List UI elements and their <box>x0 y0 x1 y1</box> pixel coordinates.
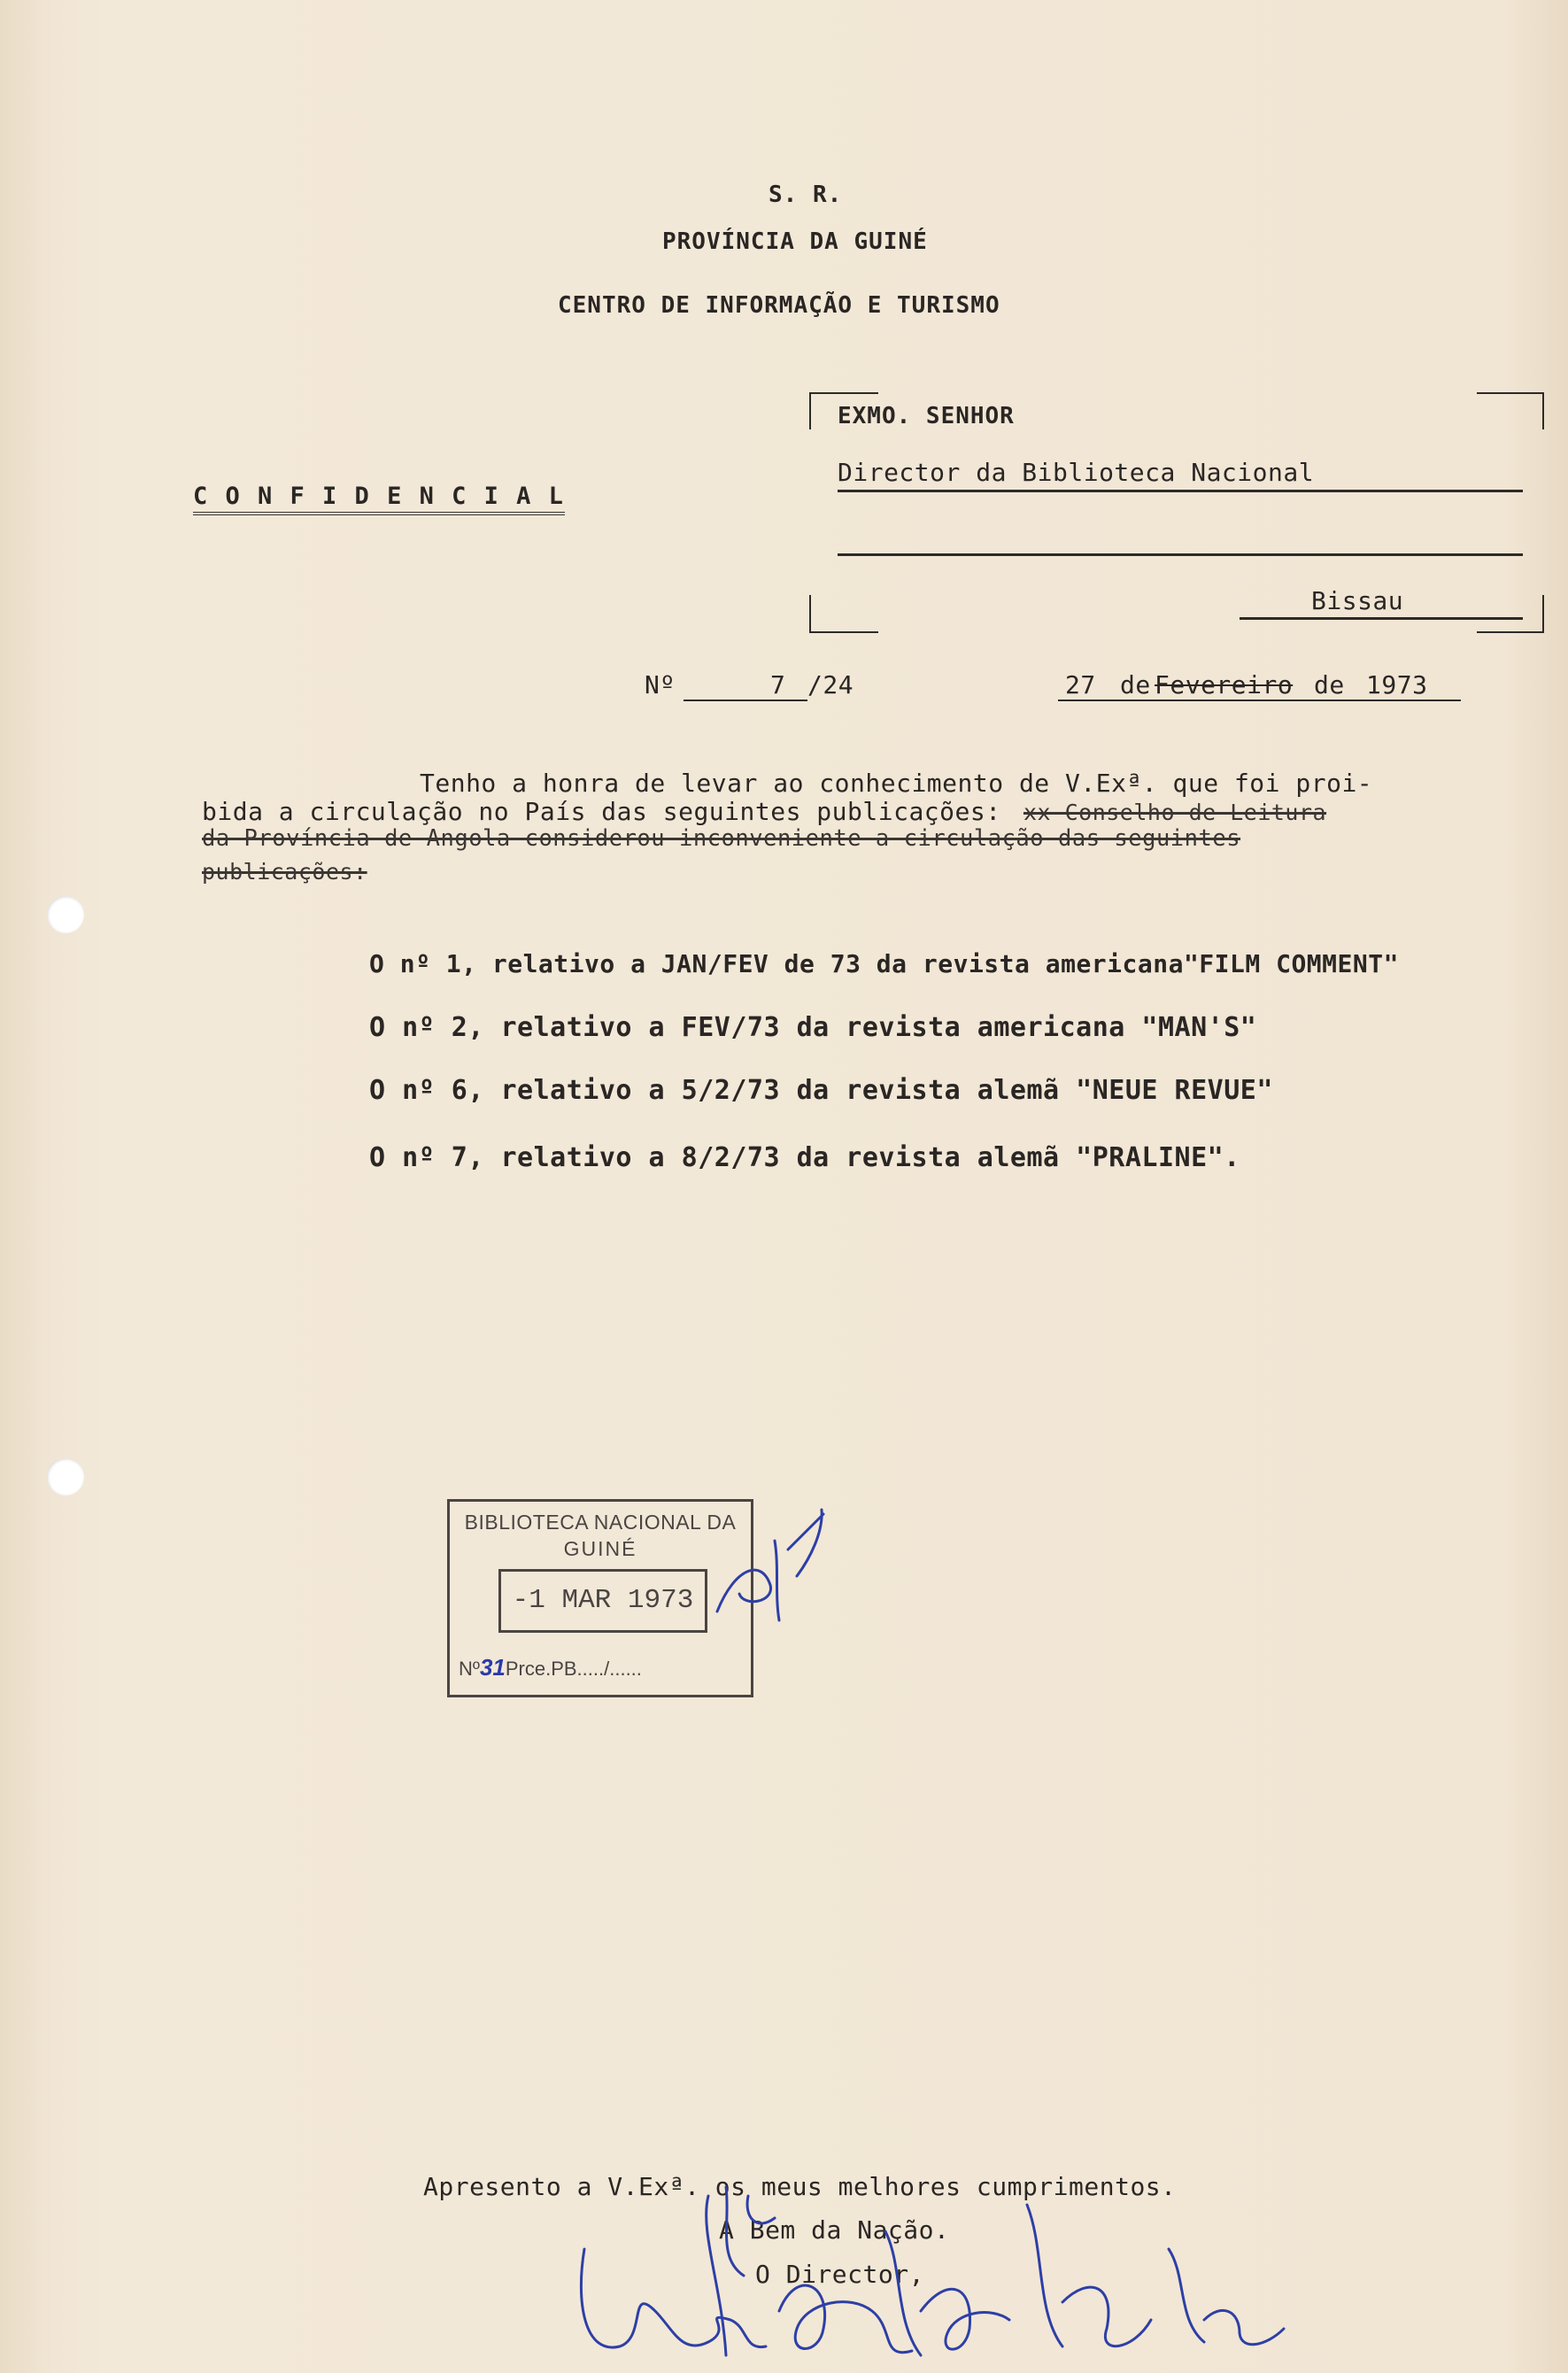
reference-series: /24 <box>807 670 854 700</box>
addressee-salutation: EXMO. SENHOR <box>838 403 1015 429</box>
header-province: PROVÍNCIA DA GUINÉ <box>662 228 928 255</box>
address-corner-top-right-v <box>1542 392 1544 429</box>
stamp-line-2: GUINÉ <box>563 1537 637 1560</box>
publication-item-3: O nº 6, relativo a 5/2/73 da revista alemã "NEUE REVUE" <box>369 1075 1273 1106</box>
confidential-label: C O N F I D E N C I A L <box>193 483 565 515</box>
closing-line-1: Apresento a V.Exª. os meus melhores cumprimentos. <box>423 2172 1177 2201</box>
publication-item-1: O nº 1, relativo a JAN/FEV de 73 da revista americana"FILM COMMENT" <box>369 949 1399 978</box>
address-corner-top-left-h <box>809 392 878 394</box>
date-de-1: de <box>1120 670 1151 700</box>
body-line-2 <box>202 797 1326 826</box>
address-corner-bottom-left-h <box>809 631 878 633</box>
body-line-1: Tenho a honra de levar ao conhecimento de V.Exª. que foi proi- <box>420 769 1373 798</box>
date-year: 1973 <box>1366 670 1428 700</box>
header-centre: CENTRO DE INFORMAÇÃO E TURISMO <box>558 292 1000 319</box>
reference-number: 7 <box>770 670 786 700</box>
address-corner-top-right-h <box>1477 392 1544 394</box>
body-line-2-kept: bida a circulação no País das seguintes publicações: <box>202 797 1001 826</box>
closing-line-3: O Director, <box>755 2260 924 2289</box>
header-sr: S. R. <box>769 182 843 208</box>
address-corner-bottom-left-v <box>809 595 811 632</box>
body-line-4-struck: publicações: <box>202 859 367 885</box>
punch-hole-bottom <box>47 1458 84 1496</box>
addressee-city: Bissau <box>1311 586 1404 615</box>
body-line-2-struck: xx Conselho de Leitura <box>1023 800 1327 825</box>
stamp-number-prefix: Nº <box>459 1658 480 1680</box>
reference-number-underline <box>684 700 807 701</box>
addressee-blank-line <box>838 553 1523 556</box>
body-line-3-struck: da Província de Angola considerou inconveniente a circulação das seguintes <box>202 825 1241 852</box>
addressee-city-underline <box>1240 617 1523 620</box>
date-month: Fevereiro <box>1155 670 1294 700</box>
stamp-line-1: BIBLIOTECA NACIONAL DA <box>464 1511 737 1534</box>
punch-hole-top <box>47 896 84 933</box>
closing-line-2: A Bem da Nação. <box>719 2215 950 2245</box>
addressee-title: Director da Biblioteca Nacional <box>838 458 1315 487</box>
stamp-date: -1 MAR 1973 <box>498 1569 707 1633</box>
addressee-title-underline <box>838 490 1523 492</box>
address-corner-bottom-right-h <box>1477 631 1544 633</box>
stamp-initials-drawing <box>691 1505 832 1638</box>
stamp-handwritten-number: 31 <box>479 1654 506 1681</box>
publication-item-2: O nº 2, relativo a FEV/73 da revista americana "MAN'S" <box>369 1012 1257 1043</box>
stamp-process-label: Prce.PB...../...... <box>505 1658 642 1680</box>
publication-item-4: O nº 7, relativo a 8/2/73 da revista alemã "PRALINE". <box>369 1142 1240 1173</box>
stamp-number-line <box>459 1654 642 1681</box>
address-corner-top-left-v <box>809 392 811 429</box>
director-signature-drawing <box>567 2178 1328 2373</box>
date-underline <box>1058 700 1461 701</box>
reference-number-label: Nº <box>645 670 676 700</box>
date-day: 27 <box>1065 670 1096 700</box>
address-corner-bottom-right-v <box>1542 595 1544 632</box>
date-de-2: de <box>1314 670 1345 700</box>
